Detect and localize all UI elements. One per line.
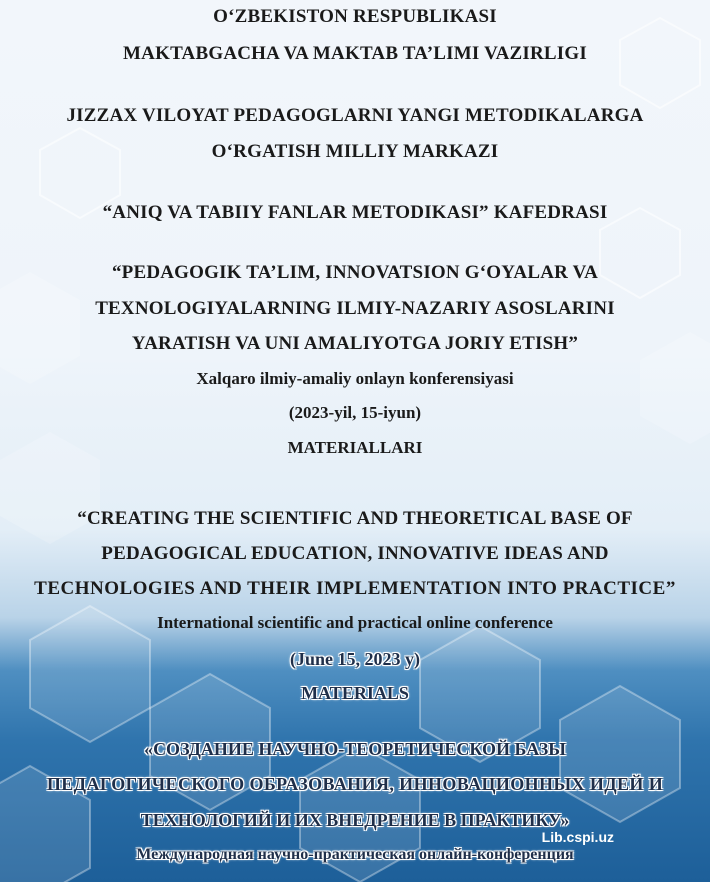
ministry-country-line: O‘ZBEKISTON RESPUBLIKASI bbox=[213, 6, 497, 27]
en-conference-subtitle: International scientific and practical online conference bbox=[157, 613, 553, 632]
uz-conference-date: (2023-yil, 15-iyun) bbox=[288, 403, 422, 422]
center-name-line-1: JIZZAX VILOYAT PEDAGOGLARNI YANGI METODIKALARGA bbox=[66, 105, 644, 126]
ministry-name-line: MAKTABGACHA VA MAKTAB TA’LIMI VAZIRLIGI bbox=[123, 43, 587, 64]
library-watermark: Lib.cspi.uz bbox=[541, 829, 614, 845]
en-conference-date: (June 15, 2023 y) bbox=[290, 649, 420, 669]
uz-materials-label: MATERIALLARI bbox=[287, 438, 423, 457]
en-title-line-2: PEDAGOGICAL EDUCATION, INNOVATIVE IDEAS AND bbox=[101, 543, 609, 564]
uz-title-line-2: TEXNOLOGIYALARNING ILMIY-NAZARIY ASOSLARINI bbox=[95, 298, 615, 319]
uz-title-line-3: YARATISH VA UNI AMALIYOTGA JORIY ETISH” bbox=[131, 333, 579, 354]
ru-title-line-2: ПЕДАГОГИЧЕСКОГО ОБРАЗОВАНИЯ, ИННОВАЦИОННЫХ ИДЕЙ И bbox=[46, 774, 664, 794]
center-name-line-2: O‘RGATISH MILLIY MARKAZI bbox=[211, 141, 499, 162]
en-title-line-3: TECHNOLOGIES AND THEIR IMPLEMENTATION INTO PRACTICE” bbox=[34, 578, 676, 599]
en-materials-label: MATERIALS bbox=[301, 683, 409, 703]
department-name: “ANIQ VA TABIIY FANLAR METODIKASI” KAFEDRASI bbox=[102, 202, 608, 223]
ru-title-line-1: «СОЗДАНИЕ НАУЧНО-ТЕОРЕТИЧЕСКОЙ БАЗЫ bbox=[144, 739, 566, 759]
en-title-line-1: “CREATING THE SCIENTIFIC AND THEORETICAL BASE OF bbox=[77, 508, 633, 529]
ru-title-line-3: ТЕХНОЛОГИЙ И ИХ ВНЕДРЕНИЕ В ПРАКТИКУ» bbox=[140, 810, 570, 830]
ru-conference-subtitle: Международная научно-практическая онлайн-конференция bbox=[136, 846, 574, 863]
uz-title-line-1: “PEDAGOGIK TA’LIM, INNOVATSION G‘OYALAR VA bbox=[111, 262, 599, 283]
uz-conference-subtitle: Xalqaro ilmiy-amaliy onlayn konferensiyasi bbox=[196, 369, 514, 388]
